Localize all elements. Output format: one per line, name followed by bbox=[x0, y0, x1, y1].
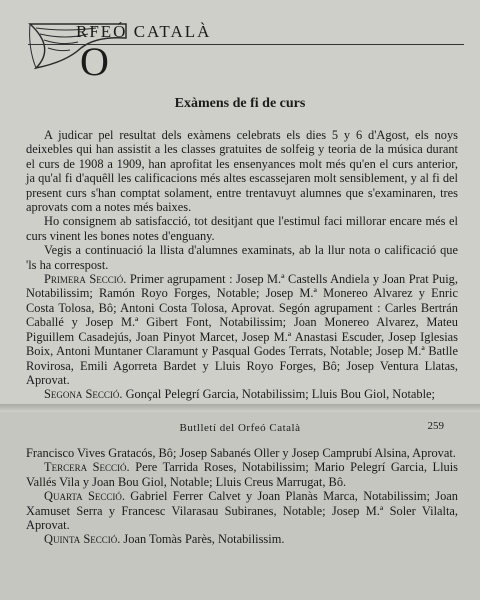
section-text: Gonçal Pelegrí Garcia, Notabilissim; Lluis Bou Giol, Notable; bbox=[125, 387, 435, 402]
paragraph bbox=[26, 460, 458, 489]
paragraph: Vegis a continuació la llista d'alumnes examinats, ab la llur nota o calificació que 'ls ha correspost. bbox=[26, 243, 458, 272]
section-text: Primer agrupament : Josep M.ª Castells Andiela y Joan Prat Puig, Notabilissim; Ramón Royo Forges, Notable; Josep M.ª Monereo Alvarez y Enric Costa Tolosa, Bô; Antoni Costa Tolosa, Aprovat. Segón agrupament : Carles Bertrán Caballé y Josep M.ª Gibert Font, Notabilissim; Joan Monereo Alvarez, Mateu Piguillem Casadejús, Joan Pinyot Marcet, Josep M.ª Anastasi Escuder, Josep Iglesias Boix, Antoni Muntaner Claramunt y Pasqual Godes Terrats, Notable; Josep M.ª Batlle Rovirosa, Emili Agorreta Bardet y Lluis Royo Forges, Bô; Josep Ventura Llatas, Aprovat. bbox=[26, 272, 458, 387]
page-gutter bbox=[0, 404, 480, 412]
paragraph bbox=[26, 532, 458, 546]
section-label: Primera Secció. bbox=[44, 272, 127, 287]
section-label: Quarta Secció. bbox=[44, 489, 125, 504]
drop-cap: O bbox=[80, 39, 109, 84]
paragraph bbox=[26, 272, 458, 387]
page-number: 259 bbox=[427, 420, 444, 432]
journal-title: RFEÓ CATALÀ bbox=[76, 22, 212, 41]
section-label: Tercera Secció. bbox=[44, 460, 130, 475]
article-body bbox=[26, 128, 458, 402]
section-label: Quinta Secció. bbox=[44, 532, 121, 547]
section-title: Exàmens de fi de curs bbox=[174, 96, 306, 111]
section-text: Pere Tarrida Roses, Notabilissim; Mario Pelegrí Garcia, Lluis Vallés Vila y Joan Bou Giol, Notable; Lluis Creus Marrugat, Bô. bbox=[26, 460, 458, 489]
paragraph: Francisco Vives Gratacós, Bô; Josep Sabanés Oller y Josep Camprubí Alsina, Aprovat. bbox=[26, 446, 456, 460]
paragraph bbox=[26, 489, 458, 532]
section-text: Joan Tomàs Parès, Notabilissim. bbox=[123, 532, 285, 547]
section-text: Gabriel Ferrer Calvet y Joan Planàs Marca, Notabilissim; Joan Xamuset Serra y Francesc Vilarasau Subiranes, Notable; Josep M.ª Soler Vilalta, Aprovat. bbox=[26, 489, 458, 533]
paragraph: A judicar pel resultat dels exàmens celebrats els dies 5 y 6 d'Agost, els noys deixebles qui han assistit a les classes gratuites de solfeig y teoria de la música durant el curs de 1908 a 1909, han aprofitat les ensenyances molt més qu'en el curs anterior, ja qu'al fi d'aquêll les calificacions més altes escassejaren molt sensiblement, y al fi del present curs s'han comptat solament, entre trentavuyt alumnes que s'examinaren, tres aprovats com a notes més baixes. bbox=[26, 128, 458, 215]
paragraph bbox=[26, 387, 458, 401]
section-label: Segona Secció. bbox=[44, 387, 123, 402]
paragraph: Ho consignem ab satisfacció, tot desitjant que l'estimul faci millorar encare més el curs vinent les bones notes d'enguany. bbox=[26, 214, 458, 243]
article-body-continued bbox=[26, 446, 458, 547]
running-head: Butlletí del Orfeó Català bbox=[179, 422, 301, 434]
